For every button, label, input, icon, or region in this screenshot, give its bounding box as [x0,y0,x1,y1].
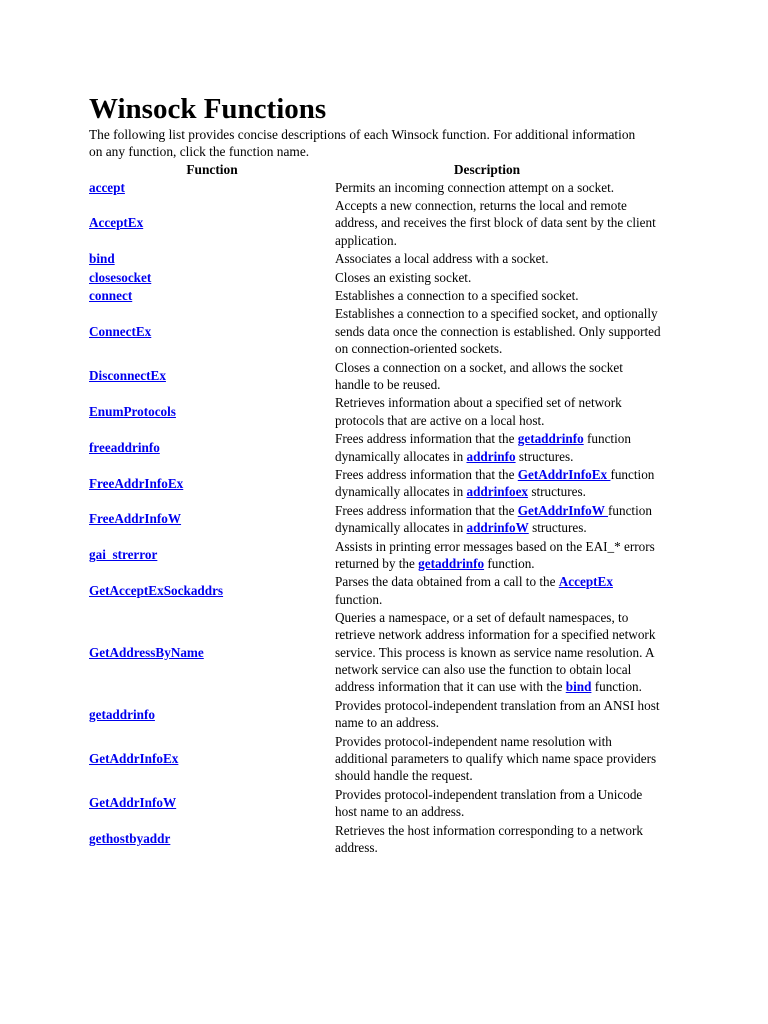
description-text: function dynamically allocates in [335,431,631,464]
table-row [89,786,679,822]
description-text: function. [591,679,642,695]
function-description-cell [335,394,679,430]
function-name-cell [89,287,335,305]
table-row [89,609,679,697]
description-text: Frees address information that the [335,502,518,518]
function-name-cell [89,359,335,395]
function-name-cell [89,430,335,466]
function-name-cell [89,466,335,502]
function-description-cell [335,786,679,822]
function-description-cell [335,250,679,268]
table-row [89,502,679,538]
table-row [89,287,679,305]
function-description-cell [335,359,679,395]
description-text: Associates a local address with a socket. [335,251,549,267]
function-description-cell [335,430,679,466]
function-name-cell [89,197,335,250]
function-description-cell [335,609,679,697]
table-row [89,394,679,430]
inline-function-link[interactable]: GetAddrInfoEx [517,466,611,482]
table-row [89,573,679,609]
inline-function-link[interactable]: AcceptEx [558,574,613,590]
function-name-cell [89,179,335,197]
function-link[interactable]: accept [89,179,125,195]
functions-table [89,161,679,858]
table-row [89,430,679,466]
inline-function-link[interactable]: addrinfo [466,448,516,464]
description-text: Parses the data obtained from a call to the [335,574,559,590]
description-text: function. [484,555,535,571]
table-row [89,359,679,395]
document [89,92,689,857]
function-link[interactable]: GetAcceptExSockaddrs [89,582,224,598]
table-row [89,697,679,733]
description-text: Closes a connection on a socket, and allows the socket handle to be reused. [335,359,623,392]
table-row [89,269,679,287]
function-name-cell [89,394,335,430]
function-link[interactable]: gethostbyaddr [89,831,171,847]
function-name-cell [89,538,335,574]
table-row [89,179,679,197]
function-link[interactable]: getaddrinfo [89,706,155,722]
inline-function-link[interactable]: addrinfoex [466,484,529,500]
table-row [89,466,679,502]
function-name-cell [89,502,335,538]
function-description-cell [335,287,679,305]
description-text: Closes an existing socket. [335,269,472,285]
function-name-cell [89,733,335,786]
inline-function-link[interactable]: addrinfoW [466,520,529,536]
inline-function-link[interactable]: GetAddrInfoW [517,502,608,518]
function-link[interactable]: closesocket [89,269,152,285]
function-link[interactable]: FreeAddrInfoEx [89,475,184,491]
function-description-cell [335,466,679,502]
function-link[interactable]: connect [89,288,133,304]
description-text: function dynamically allocates in [335,466,655,500]
description-text: function. [335,591,383,607]
function-link[interactable]: gai_strerror [89,547,158,563]
function-name-cell [89,250,335,268]
description-text: function dynamically allocates in [335,502,652,536]
function-description-cell [335,697,679,733]
column-header-description: Description [453,162,521,178]
description-text: structures. [515,448,574,464]
description-text: Provides protocol-independent name resolution with additional parameters to qualify which name space providers should handle the request. [335,733,657,784]
table-row [89,197,679,250]
function-link[interactable]: bind [89,251,115,267]
table-row [89,733,679,786]
function-description-cell [335,573,679,609]
function-description-cell [335,733,679,786]
function-description-cell [335,822,679,858]
function-link[interactable]: ConnectEx [89,323,152,339]
description-text: Provides protocol-independent translation from an ANSI host name to an address. [335,697,660,731]
function-name-cell [89,305,335,358]
function-link[interactable]: GetAddressByName [89,644,204,660]
table-header-row [89,161,679,179]
function-description-cell [335,502,679,538]
inline-function-link[interactable]: getaddrinfo [517,431,584,447]
table-row [89,250,679,268]
function-link[interactable]: DisconnectEx [89,368,166,384]
function-description-cell [335,538,679,574]
inline-function-link[interactable]: bind [565,679,592,695]
function-link[interactable]: FreeAddrInfoW [89,511,182,527]
description-text: Establishes a connection to a specified socket. [335,288,579,304]
function-description-cell [335,269,679,287]
function-link[interactable]: GetAddrInfoEx [89,751,179,766]
description-text: Queries a namespace, or a set of default namespaces, to retrieve network address information for a specified network service. This process is known as service name resolution. A network service can also use the function to obtain local address information that it can use with the [335,610,656,695]
description-text: structures. [528,520,587,536]
column-header-function: Function [186,162,238,178]
function-description-cell [335,179,679,197]
function-name-cell [89,269,335,287]
function-name-cell [89,609,335,697]
description-text: Assists in printing error messages based on the EAI_* errors returned by the [335,538,655,571]
function-name-cell [89,573,335,609]
function-description-cell [335,197,679,250]
inline-function-link[interactable]: getaddrinfo [418,555,485,571]
function-name-cell [89,786,335,822]
function-link[interactable]: AcceptEx [89,215,144,231]
description-text: Retrieves the host information corresponding to a network address. [335,822,644,855]
description-text: structures. [528,484,586,500]
table-row [89,822,679,858]
function-link[interactable]: EnumProtocols [89,404,176,420]
table-body [89,179,679,858]
description-text: Frees address information that the [335,431,518,447]
description-text: Accepts a new connection, returns the local and remote address, and receives the first block of data sent by the client application. [335,198,656,248]
table-row [89,305,679,358]
description-text: Permits an incoming connection attempt on a socket. [335,179,615,195]
description-text: Frees address information that the [335,466,518,482]
function-description-cell [335,305,679,358]
table-row [89,538,679,574]
intro-paragraph: The following list provides concise descriptions of each Winsock function. For additional information on any function, click the function name. [89,127,636,160]
function-link[interactable]: GetAddrInfoW [89,795,177,811]
page-title: Winsock Functions [89,93,327,125]
description-text: Establishes a connection to a specified socket, and optionally sends data once the connection is established. Only supported on connection-oriented sockets. [335,306,661,357]
function-name-cell [89,697,335,733]
description-text: Retrieves information about a specified set of network protocols that are active on a local host. [335,395,622,428]
description-text: Provides protocol-independent translation from a Unicode host name to an address. [335,786,643,820]
function-link[interactable]: freeaddrinfo [89,439,160,455]
function-name-cell [89,822,335,858]
